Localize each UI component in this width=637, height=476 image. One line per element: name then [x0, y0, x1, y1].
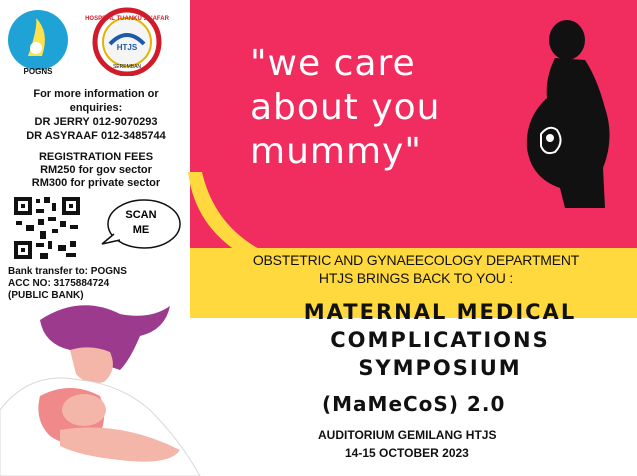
info-line-4: DR ASYRAAF 012-3485744 [26, 130, 166, 142]
scan-line-2: ME [132, 224, 150, 236]
scan-me-label [116, 208, 166, 238]
title-line-2: COMPLICATIONS [330, 328, 550, 352]
event-dates: 14-15 OCTOBER 2023 [345, 446, 469, 460]
htjs-sub: SEREMBAN [112, 64, 142, 70]
htjs-badge: HTJS [116, 43, 138, 52]
fees-title: REGISTRATION FEES [38, 151, 154, 163]
symposium-acronym: (MaMeCoS) 2.0 [322, 392, 506, 416]
venue: AUDITORIUM GEMILANG HTJS [318, 428, 497, 442]
fees-gov: RM250 for gov sector [40, 164, 152, 176]
info-line-1: For more information or [33, 88, 159, 100]
htjs-name: HOSPITAL TUANKU JA'AFAR [85, 16, 169, 22]
qr-code-icon[interactable] [12, 195, 82, 261]
mother-baby-illustration-icon [0, 300, 220, 476]
department-line-2: HTJS BRINGS BACK TO YOU : [318, 270, 514, 286]
info-line-3: DR JERRY 012-9070293 [34, 116, 158, 128]
pogns-text: POGNS [23, 67, 53, 76]
bank-line-3: (PUBLIC BANK) [8, 290, 84, 301]
tagline: "we care about you mummy" [250, 43, 441, 172]
htjs-logo-icon [80, 6, 175, 76]
department-text [196, 251, 636, 287]
symposium-title [240, 298, 637, 382]
bank-details [8, 266, 148, 302]
pregnant-silhouette-icon [505, 18, 625, 208]
registration-fees [8, 151, 184, 190]
scan-line-1: SCAN [125, 209, 157, 221]
contact-info [8, 87, 184, 143]
bank-line-2: ACC NO: 3175884724 [8, 278, 110, 289]
bank-line-1: Bank transfer to: POGNS [8, 266, 127, 277]
fees-private: RM300 for private sector [31, 177, 161, 189]
department-line-1: OBSTETRIC AND GYNAEECOLOGY DEPARTMENT [252, 252, 580, 268]
pogns-logo-icon [6, 8, 71, 78]
title-line-3: SYMPOSIUM [358, 356, 522, 380]
title-line-1: MATERNAL MEDICAL [303, 300, 577, 324]
info-line-2: enquiries: [69, 102, 123, 114]
